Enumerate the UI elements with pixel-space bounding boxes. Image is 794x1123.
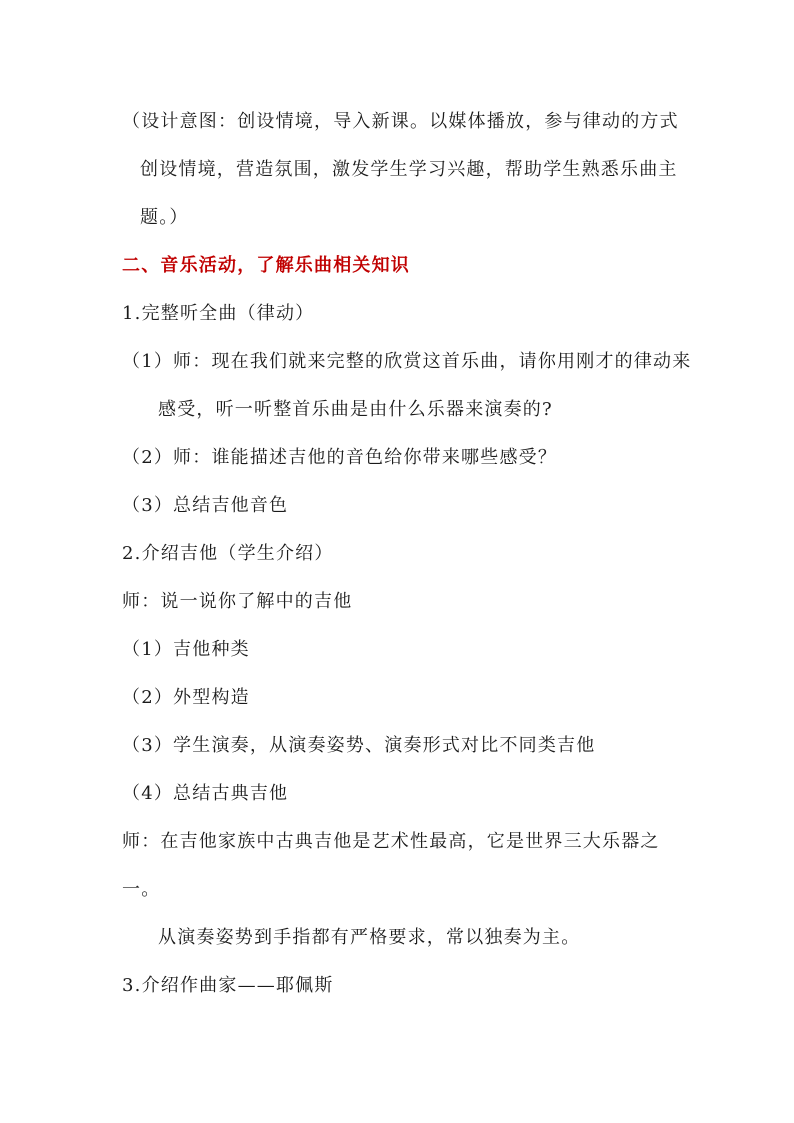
teacher-statement-paragraph: 从演奏姿势到手指都有严格要求，常以独奏为主。: [158, 927, 581, 948]
subsection-heading-3: 3.介绍作曲家——耶佩斯: [122, 975, 334, 996]
step-1-line-1: （1）师：现在我们就来完整的欣赏这首乐曲，请你用刚才的律动来: [122, 351, 692, 372]
guitar-item-1: （1）吉他种类: [122, 639, 250, 660]
teacher-prompt-line: 师：说一说你了解中的吉他: [122, 591, 353, 612]
guitar-item-3: （3）学生演奏，从演奏姿势、演奏形式对比不同类吉他: [122, 735, 596, 756]
design-intent-line-3: 题。）: [140, 207, 189, 228]
guitar-item-2: （2）外型构造: [122, 687, 250, 708]
step-1-line-2: 感受，听一听整首乐曲是由什么乐器来演奏的?: [158, 399, 553, 420]
subsection-heading-1: 1.完整听全曲（律动）: [122, 303, 315, 324]
teacher-statement-line-2: 一。: [122, 879, 161, 900]
step-2-line: （2）师：谁能描述吉他的音色给你带来哪些感受？: [122, 447, 558, 468]
design-intent-line-1: （设计意图：创设情境，导入新课。以媒体播放，参与律动的方式: [122, 111, 679, 132]
guitar-item-4: （4）总结古典吉他: [122, 783, 289, 804]
subsection-heading-2: 2.介绍吉他（学生介绍）: [122, 543, 334, 564]
design-intent-line-2: 创设情境，营造氛围，激发学生学习兴趣，帮助学生熟悉乐曲主: [140, 159, 678, 180]
section-heading-music-activity: 二、音乐活动，了解乐曲相关知识: [122, 255, 410, 276]
teacher-statement-line-1: 师：在吉他家族中古典吉他是艺术性最高，它是世界三大乐器之: [122, 831, 660, 852]
step-3-line: （3）总结吉他音色: [122, 495, 289, 516]
